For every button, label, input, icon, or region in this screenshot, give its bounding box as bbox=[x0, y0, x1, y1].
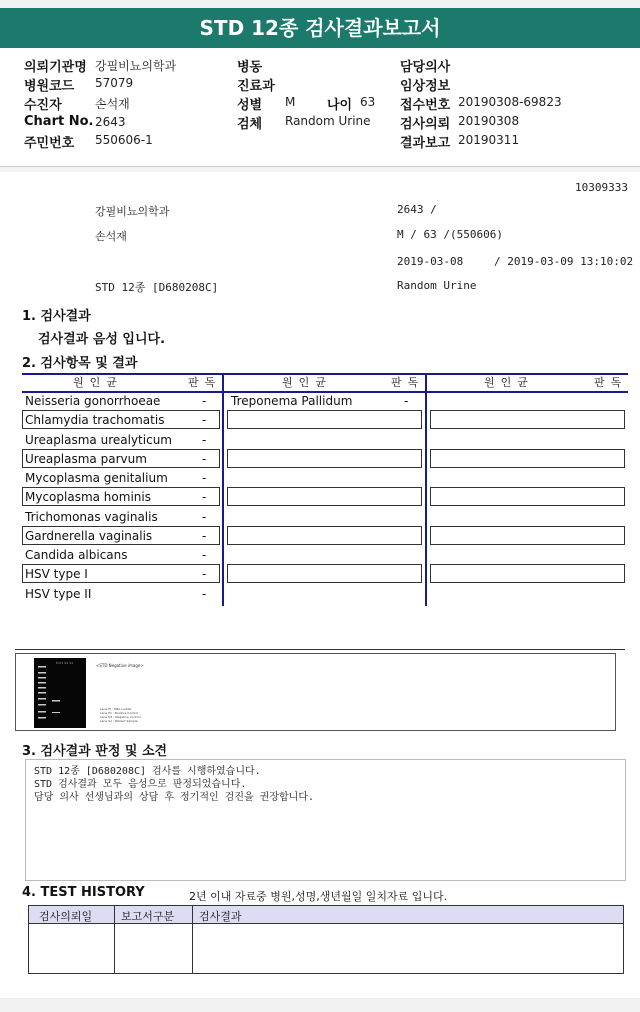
row-band bbox=[227, 564, 422, 583]
header-pathogen-2: 원인균 bbox=[282, 376, 332, 389]
header-pathogen-3: 원인균 bbox=[484, 376, 534, 389]
section1-result: 검사결과 음성 입니다. bbox=[38, 332, 166, 347]
row-band bbox=[227, 526, 422, 545]
row-band bbox=[430, 526, 625, 545]
label-requesting-institution: 의뢰기관명 bbox=[24, 60, 87, 75]
gel-legend-line: Lane S1 : Patient Sample bbox=[100, 719, 138, 723]
opinion-line: 담당 의사 선생님과의 상담 후 정기적인 검진을 권장합니다. bbox=[34, 792, 315, 803]
section1-title: 1. 검사결과 bbox=[22, 309, 91, 324]
label-department: 진료과 bbox=[237, 79, 275, 94]
label-specimen: 검체 bbox=[237, 117, 263, 132]
value-requesting-institution: 강필비뇨의학과 bbox=[95, 59, 177, 73]
history-divider bbox=[114, 906, 115, 973]
row-band bbox=[227, 487, 422, 506]
label-clinical-info: 임상정보 bbox=[400, 79, 451, 94]
history-table-header bbox=[29, 906, 623, 924]
summary-chart: 2643 / bbox=[397, 203, 437, 216]
history-header-request-date: 검사의뢰일 bbox=[39, 910, 93, 923]
row-band bbox=[227, 449, 422, 468]
pathogen-name: Mycoplasma genitalium bbox=[25, 471, 168, 485]
summary-patient: 손석재 bbox=[95, 230, 127, 243]
value-test-request: 20190308 bbox=[458, 114, 520, 128]
history-divider bbox=[192, 906, 193, 973]
value-hospital-code: 57079 bbox=[95, 76, 134, 90]
history-note: 2년 이내 자료중 병원,성명,생년월일 일치자료 입니다. bbox=[189, 890, 448, 903]
opinion-line: STD 검사결과 모두 음성으로 판정되었습니다. bbox=[34, 779, 247, 790]
label-ward: 병동 bbox=[237, 60, 263, 75]
patient-info-panel bbox=[0, 48, 640, 167]
document-number: 10309333 bbox=[575, 181, 628, 194]
pathogen-name: Mycoplasma hominis bbox=[25, 490, 151, 504]
pathogen-name: Candida albicans bbox=[25, 548, 128, 562]
pathogen-result: - bbox=[202, 452, 207, 466]
label-test-request: 검사의뢰 bbox=[400, 117, 451, 132]
gel-image bbox=[16, 654, 617, 732]
opinion-line: STD 12종 [D680208C] 검사를 시행하였습니다. bbox=[34, 766, 261, 777]
summary-specimen: Random Urine bbox=[397, 279, 477, 292]
label-age: 나이 bbox=[327, 98, 353, 113]
pathogen-result: - bbox=[202, 413, 207, 427]
pathogen-name: Chlamydia trachomatis bbox=[25, 413, 165, 427]
row-band bbox=[227, 410, 422, 429]
pathogen-result: - bbox=[202, 394, 207, 408]
summary-date-to: / 2019-03-09 13:10:02 bbox=[494, 255, 634, 268]
history-header-report-type: 보고서구분 bbox=[121, 910, 175, 923]
label-resident-no: 주민번호 bbox=[24, 136, 75, 151]
header-pathogen-1: 원인균 bbox=[73, 376, 123, 389]
value-receipt-no: 20190308-69823 bbox=[458, 95, 562, 109]
pathogen-result: - bbox=[202, 587, 207, 601]
pathogen-result: - bbox=[404, 394, 409, 408]
divider-line bbox=[15, 649, 625, 650]
label-attending-doctor: 담당의사 bbox=[400, 60, 451, 75]
gel-image-panel bbox=[15, 653, 616, 731]
value-patient: 손석재 bbox=[95, 97, 130, 111]
gel-caption: <STD Negative image> bbox=[96, 663, 144, 668]
value-sex: M bbox=[285, 95, 296, 109]
header-judgment-2: 판독 bbox=[391, 376, 425, 389]
label-patient: 수진자 bbox=[24, 98, 62, 113]
summary-clinic: 강필비뇨의학과 bbox=[95, 205, 170, 218]
row-band bbox=[430, 487, 625, 506]
pathogen-name: HSV type I bbox=[25, 567, 88, 581]
pathogen-name: Neisseria gonorrhoeae bbox=[25, 394, 161, 408]
report-title: STD 12종 검사결과보고서 bbox=[0, 8, 640, 48]
pathogen-result: - bbox=[202, 433, 207, 447]
pathogen-result: - bbox=[202, 548, 207, 562]
summary-sex-age: M / 63 /(550606) bbox=[397, 228, 503, 241]
value-age: 63 bbox=[360, 95, 376, 109]
header-judgment-1: 판독 bbox=[188, 376, 222, 389]
summary-date-from: 2019-03-08 bbox=[397, 255, 464, 268]
history-header-result: 검사결과 bbox=[199, 910, 242, 923]
label-receipt-no: 접수번호 bbox=[400, 98, 451, 113]
row-band bbox=[430, 564, 625, 583]
pathogen-name: Treponema Pallidum bbox=[231, 394, 353, 408]
pathogen-name: Ureaplasma urealyticum bbox=[25, 433, 172, 447]
value-chart-no: 2643 bbox=[95, 115, 126, 129]
pathogen-result: - bbox=[202, 567, 207, 581]
pathogen-result: - bbox=[202, 490, 207, 504]
value-specimen: Random Urine bbox=[285, 114, 371, 128]
section2-title: 2. 검사항목 및 결과 bbox=[22, 356, 138, 371]
svg-text:M P1 N1 S1: M P1 N1 S1 bbox=[56, 661, 74, 665]
label-hospital-code: 병원코드 bbox=[24, 79, 75, 94]
gel-legend-line: Lane M : DNA Ladder bbox=[100, 707, 132, 711]
row-band bbox=[430, 449, 625, 468]
row-band bbox=[430, 410, 625, 429]
label-result-report: 결과보고 bbox=[400, 136, 451, 151]
pathogen-result: - bbox=[202, 529, 207, 543]
section4-title: 4. TEST HISTORY bbox=[22, 885, 145, 900]
gel-legend-line: Lane N1 : Negative Control bbox=[100, 715, 141, 719]
section3-title: 3. 검사결과 판정 및 소견 bbox=[22, 744, 168, 759]
label-sex: 성별 bbox=[237, 98, 263, 113]
pathogen-name: HSV type II bbox=[25, 587, 92, 601]
value-resident-no: 550606-1 bbox=[95, 133, 153, 147]
column-divider-1 bbox=[222, 373, 224, 606]
gel-legend-line: Lane P1 : Positive Control bbox=[100, 711, 139, 715]
pathogen-result: - bbox=[202, 471, 207, 485]
column-divider-2 bbox=[425, 373, 427, 606]
pathogen-name: Ureaplasma parvum bbox=[25, 452, 147, 466]
value-result-report: 20190311 bbox=[458, 133, 520, 147]
summary-test: STD 12종 [D680208C] bbox=[95, 281, 219, 294]
history-table bbox=[28, 905, 624, 974]
pathogen-name: Gardnerella vaginalis bbox=[25, 529, 153, 543]
opinion-box bbox=[25, 759, 626, 881]
header-judgment-3: 판독 bbox=[594, 376, 628, 389]
pathogen-name: Trichomonas vaginalis bbox=[25, 510, 158, 524]
pathogen-result: - bbox=[202, 510, 207, 524]
label-chart-no: Chart No. bbox=[24, 114, 94, 129]
